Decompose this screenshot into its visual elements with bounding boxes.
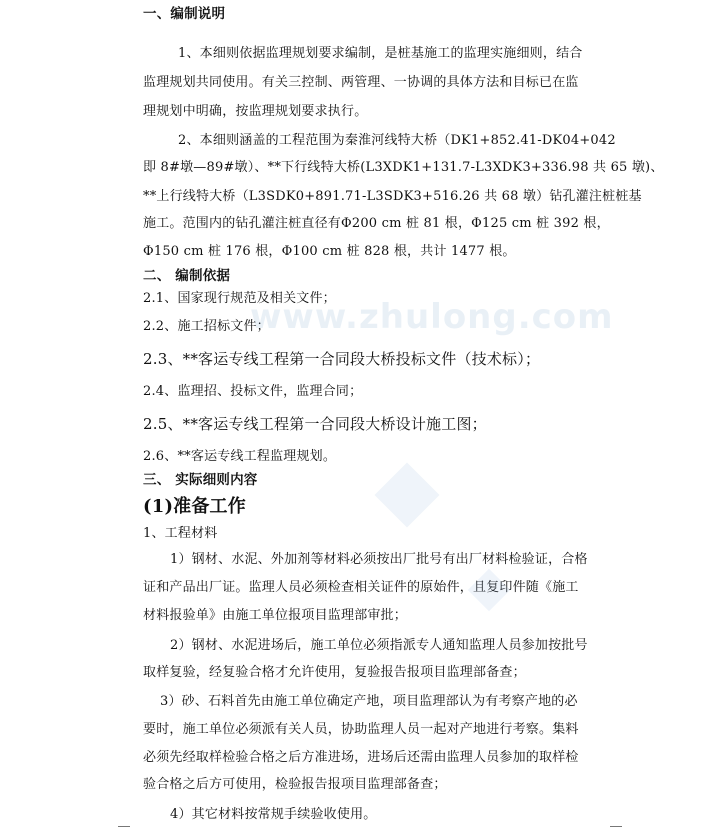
- paragraph-line: 1）钢材、水泥、外加剂等材料必须按出厂批号有出厂材料检验证，合格: [170, 552, 588, 567]
- item-title: 1、工程材料: [143, 526, 218, 541]
- paragraph-line: 2、本细则涵盖的工程范围为秦淮河线特大桥（DK1+852.41-DK04+042: [178, 133, 616, 148]
- section-heading-3: 三、 实际细则内容: [143, 472, 258, 488]
- paragraph-line: 证和产品出厂证。监理人员必须检查相关证件的原始件，且复印件随《施工: [143, 580, 579, 595]
- paragraph-line: 1、本细则依据监理规划要求编制，是桩基施工的监理实施细则，结合: [178, 46, 583, 61]
- watermark: www.zhulong.com: [250, 297, 614, 337]
- paragraph-line: 材料报验单》由施工单位报项目监理部审批；: [143, 608, 408, 623]
- list-item: 2.3、**客运专线工程第一合同段大桥投标文件（技术标）；: [143, 350, 541, 368]
- paragraph-line: **上行线特大桥（L3SDK0+891.71-L3SDK3+516.26 共 68 墩）钻孔灌注桩桩基: [143, 189, 642, 204]
- list-item: 2.2、施工招标文件；: [143, 319, 270, 334]
- crop-mark: [610, 826, 622, 827]
- section-heading-2: 二、 编制依据: [143, 268, 231, 284]
- paragraph-line: 4）其它材料按常规手续验收使用。: [170, 807, 377, 822]
- paragraph-line: 监理规划共同使用。有关三控制、两管理、一协调的具体方法和目标已在监: [143, 75, 579, 90]
- paragraph-line: 3）砂、石料首先由施工单位确定产地，项目监理部认为有考察产地的必: [160, 694, 578, 709]
- paragraph-line: 验合格之后方可使用，检验报告报项目监理部备查；: [143, 777, 447, 792]
- crop-mark: [118, 826, 130, 827]
- paragraph-line: 即 8#墩—89#墩）、**下行线特大桥(L3XDK1+131.7-L3XDK3+336.98 共 65 墩)、: [143, 160, 664, 175]
- list-item: 2.6、**客运专线工程监理规划。: [143, 449, 337, 464]
- subsection-heading: (1)准备工作: [143, 496, 246, 517]
- paragraph-line: 施工。范围内的钻孔灌注桩直径有Φ200 cm 桩 81 根，Φ125 cm 桩 392 根，: [143, 216, 610, 231]
- list-item: 2.4、监理招、投标文件，监理合同；: [143, 384, 363, 399]
- list-item: 2.5、**客运专线工程第一合同段大桥设计施工图；: [143, 415, 487, 433]
- paragraph-line: 2）钢材、水泥进场后，施工单位必须指派专人通知监理人员参加按批号: [170, 638, 588, 653]
- paragraph-line: 取样复验，经复验合格才允许使用，复验报告报项目监理部备查；: [143, 665, 526, 680]
- section-heading-1: 一、编制说明: [143, 6, 226, 22]
- paragraph-line: 要时，施工单位必须派有关人员，协助监理人员一起对产地进行考察。集料: [143, 722, 579, 737]
- paragraph-line: 理规划中明确，按监理规划要求执行。: [143, 104, 368, 119]
- watermark-logo-icon: [374, 462, 439, 527]
- paragraph-line: 必须先经取样检验合格之后方准进场，进场后还需由监理人员参加的取样检: [143, 750, 579, 765]
- list-item: 2.1、国家现行规范及相关文件；: [143, 291, 336, 306]
- paragraph-line: Φ150 cm 桩 176 根，Φ100 cm 桩 828 根，共计 1477 根。: [143, 244, 516, 259]
- watermark-logo-icon: [468, 569, 510, 611]
